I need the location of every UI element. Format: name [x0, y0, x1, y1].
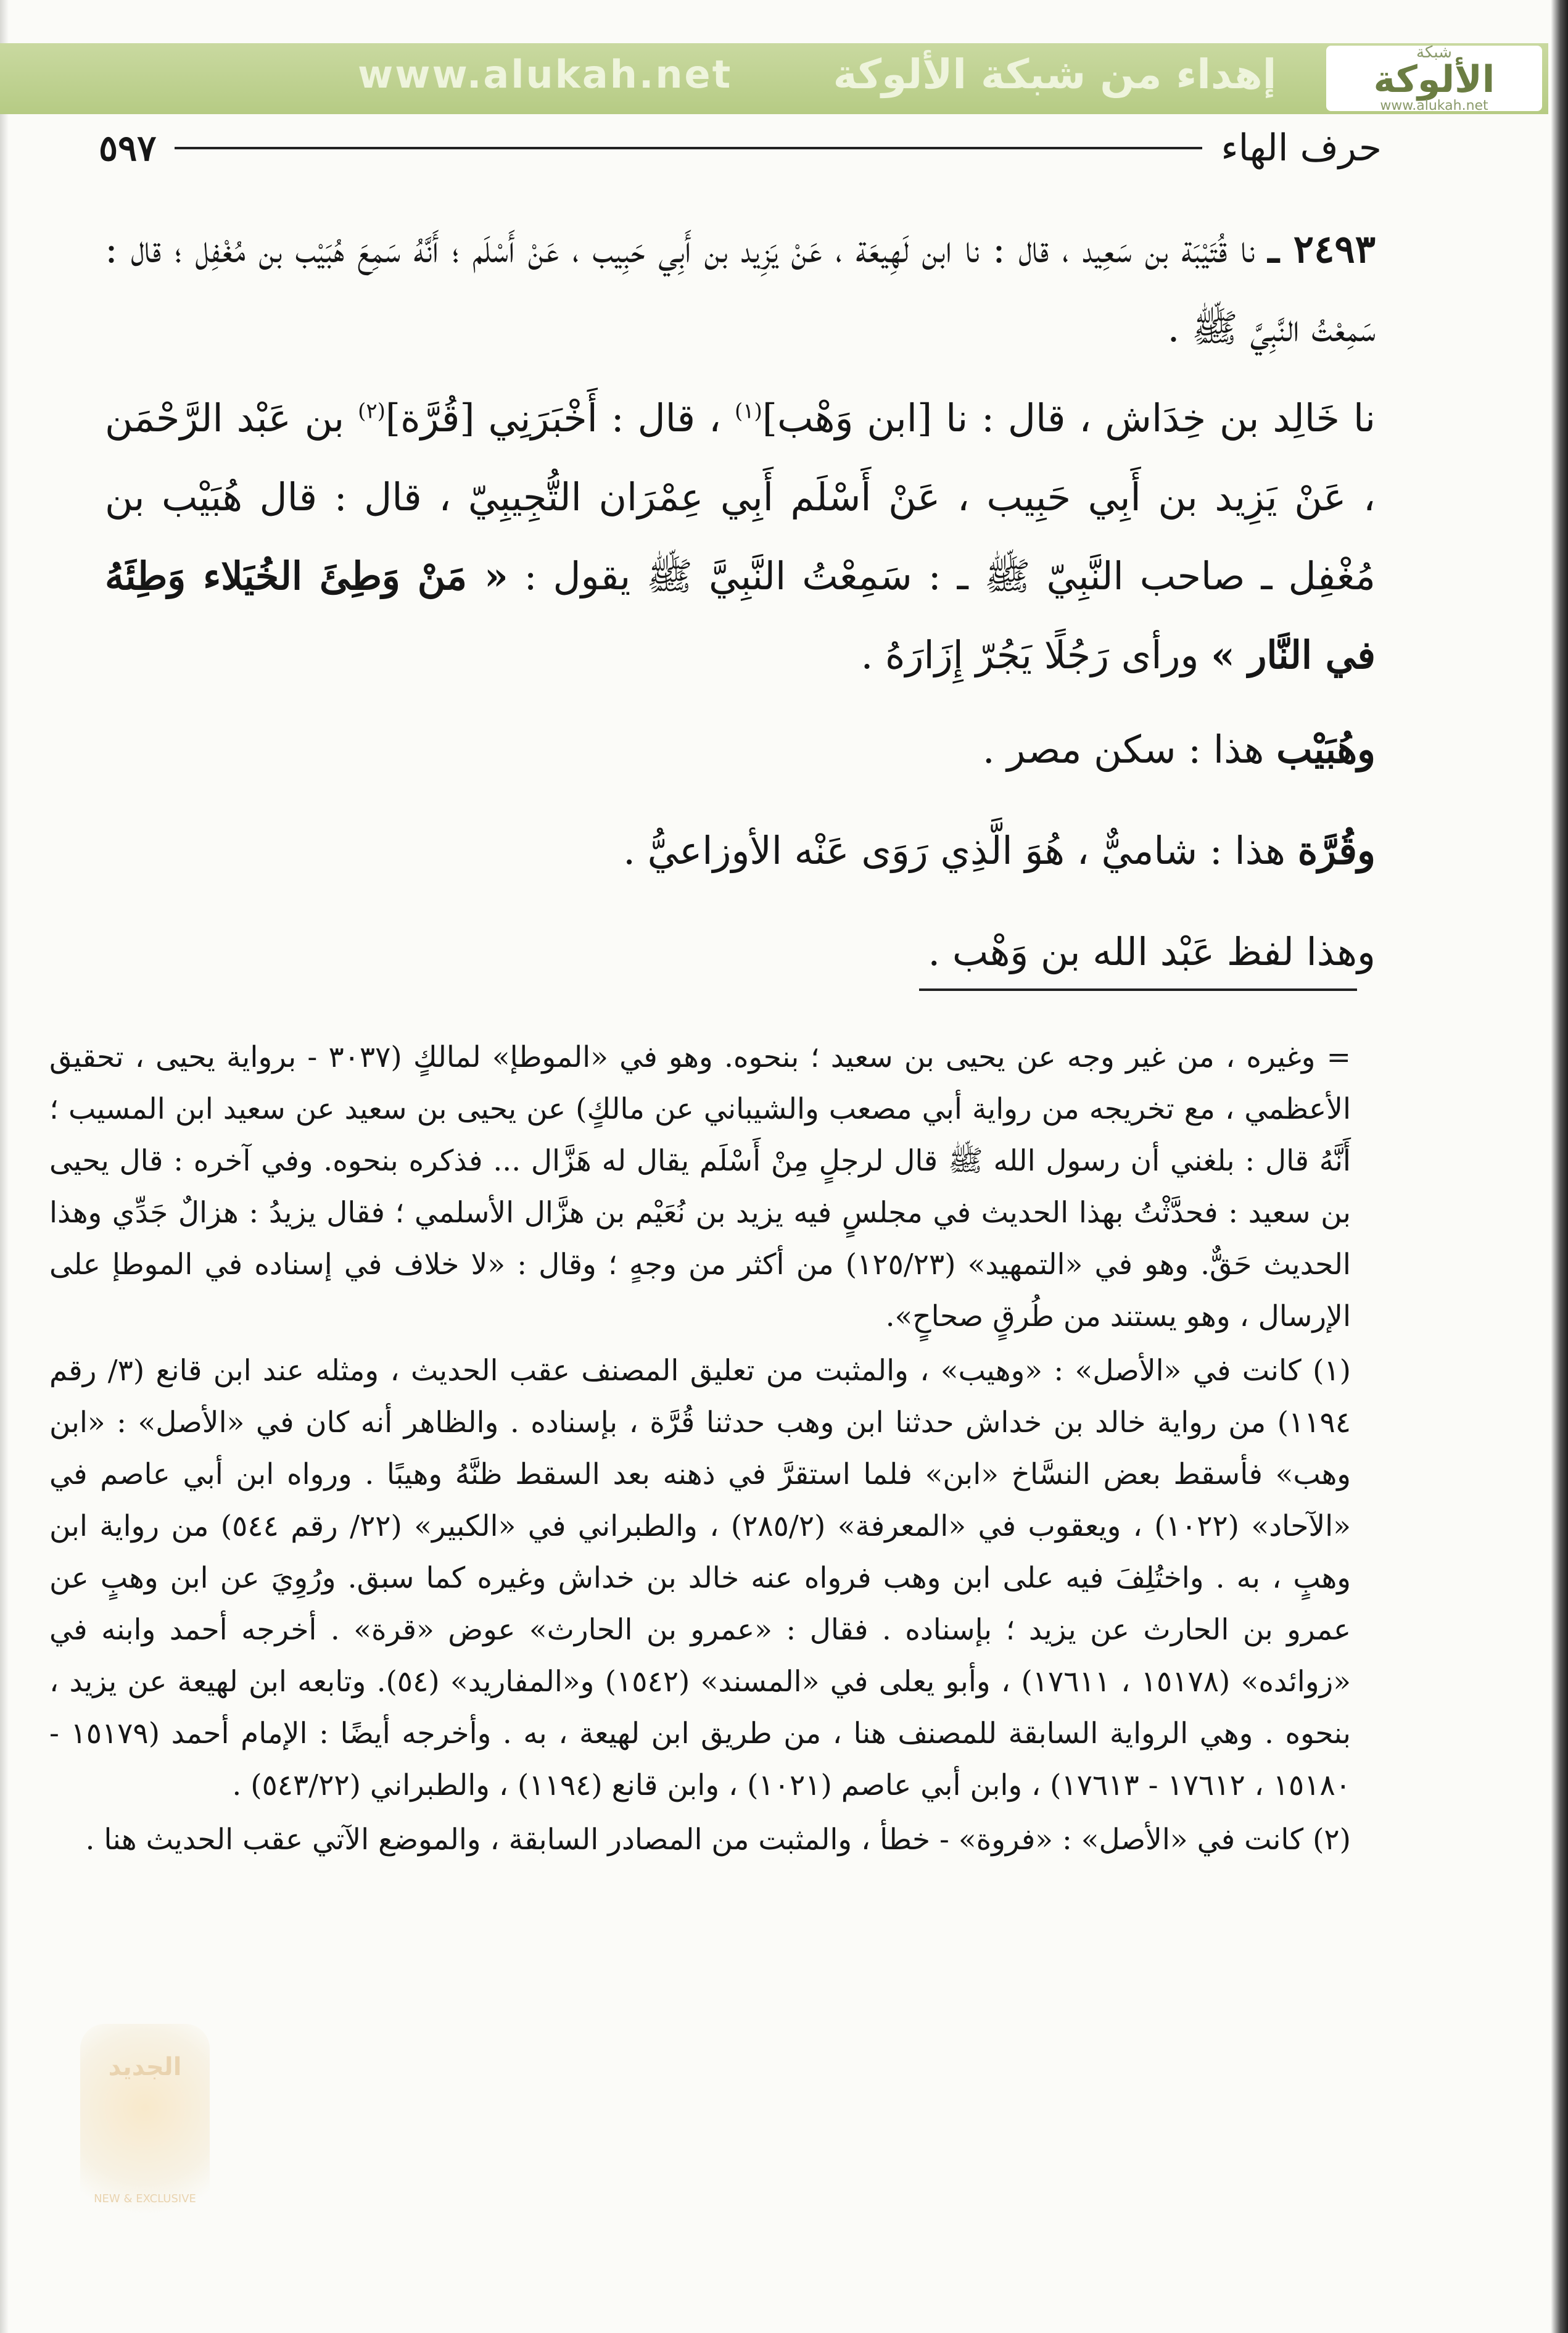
footnote-ref-1[interactable]: (١)	[734, 399, 762, 424]
hadith-quote: « مَنْ وَطِئَ الخُيَلاء وَطِئَهُ في النَّار »	[105, 553, 1376, 678]
footnote-1	[49, 1345, 1351, 1812]
footnote-continuation: = وغيره ، من غير وجه عن يحيى بن سعيد ؛ بنحوه. وهو في «الموطإ» لمالكٍ (٣٠٣٧ - برواية يحيى ، تحقيق الأعظمي ، مع تخريجه من رواية أبي مصعب والشيباني عن مالكٍ) عن يحيى بن سعيد عن سعيد ابن المسيب ؛ أَنَّهُ قال : بلغني أن رسول الله ﷺ قال لرجلٍ مِنْ أَسْلَم يقال له هَزَّال ... فذكره بنحوه. وفي آخره : قال يحيى بن سعيد : فحدَّثْتُ بهذا الحديث في مجلسٍ فيه يزيد بن نُعَيْم بن هزَّال الأسلمي ؛ فقال يزيدُ : هزالٌ جَدِّي وهذا الحديث حَقٌّ. وهو في «التمهيد» (١٢٥/٢٣) من أكثر من وجهٍ ؛ وقال : «لا خلاف في إسناده في الموطإ على الإرسال ، وهو يستند من طُرقٍ صحاحٍ».	[49, 1040, 1351, 1333]
isnad-part-c: بن عَبْد الرَّحْمَن ، عَنْ يَزِيد بن أَبِي حَبِيب ، عَنْ أَسْلَم أَبِي عِمْرَان التُّجِيبِيّ ، قال : قال هُبَيْب بن مُغْفِل ـ صاحب النَّبِيّ ﷺ ـ : سَمِعْتُ النَّبِيَّ ﷺ يقول :	[105, 396, 1376, 599]
page-number: ٥٩٧	[99, 127, 157, 169]
footnote-1-label: (١)	[1313, 1354, 1351, 1388]
footnotes	[49, 1032, 1351, 1866]
narrator-name-2: وقُرَّة	[1297, 828, 1376, 873]
wording-note: وهذا لفظ عَبْد الله بن وَهْب .	[928, 929, 1376, 974]
hadith-number: ٢٤٩٣ ـ	[1268, 226, 1376, 271]
stamp-subtitle: NEW & EXCLUSIVE	[94, 2192, 196, 2205]
isnad-part-b: ، قال : أَخْبَرَنِي [قُرَّة]	[385, 396, 722, 441]
banner-gift-text: إهداء من شبكة الألوكة	[833, 51, 1277, 98]
isnad-part-a: نا خَالِد بن خِدَاش ، قال : نا [ابن وَهْب]	[762, 396, 1376, 441]
narrator-note-text-1: هذا : سكن مصر .	[982, 727, 1265, 772]
narrator-note-2	[105, 805, 1376, 897]
logo-url: www.alukah.net	[1380, 97, 1488, 114]
footnote-2	[49, 1814, 1351, 1866]
hadith-paragraph-2	[105, 379, 1376, 695]
logo-name: الألوكة	[1373, 57, 1495, 101]
faint-stamp	[80, 2024, 210, 2234]
narrator-note-text-2: هذا : شاميٌّ ، هُوَ الَّذِي رَوَى عَنْه الأوزاعيُّ .	[623, 828, 1285, 873]
footnote-ref-2[interactable]: (٢)	[358, 399, 386, 424]
footnote-divider	[919, 988, 1357, 991]
narrator-note-1	[105, 703, 1376, 796]
footnote-1-text: كانت في «الأصل» : «وهيب» ، والمثبت من تعليق المصنف عقب الحديث ، ومثله عند ابن قانع (٣/ رقم ١١٩٤) من رواية خالد بن خداش حدثنا ابن وهب حدثنا قُرَّة ، بإسناده . والظاهر أنه كان في «الأصل» : «ابن وهب» فأسقط بعض النسَّاخ «ابن» فلما استقرَّ في ذهنه بعد السقط ظنَّهُ وهيبًا . ورواه ابن أبي عاصم في «الآحاد» (١٠٢٢) ، ويعقوب في «المعرفة» (٢٨٥/٢) ، والطبراني في «الكبير» (٢٢/ رقم ٥٤٤) من رواية ابن وهبٍ ، به . واختُلِفَ فيه على ابن وهب فرواه عنه خالد بن خداش وغيره كما سبق. ورُوِيَ عن ابن وهبٍ عن عمرو بن الحارث عن يزيد ؛ بإسناده . فقال : «عمرو بن الحارث» عوض «قرة» . أخرجه أحمد وابنه في «زوائده» (١٥١٧٨ ، ١٧٦١١) ، وأبو يعلى في «المسند» (١٥٤٢) و«المفاريد» (٥٤). وتابعه ابن لهيعة عن يزيد ، بنحوه . وهي الرواية السابقة للمصنف هنا ، من طريق ابن لهيعة ، به . وأخرجه أيضًا : الإمام أحمد (١٥١٧٩ - ١٥١٨٠ ، ١٧٦١٢ - ١٧٦١٣) ، وابن أبي عاصم (١٠٢١) ، وابن قانع (١١٩٤) ، والطبراني (٥٤٣/٢٢) .	[49, 1354, 1351, 1802]
stamp-title: الجديد	[108, 2052, 182, 2081]
site-banner	[0, 43, 1548, 114]
isnad-part-d: ورأى رَجُلًا يَجُرّ إِزَارَهُ .	[860, 632, 1199, 678]
site-logo[interactable]	[1326, 43, 1542, 114]
logo-top-text: شبكة	[1416, 43, 1452, 62]
section-title: حرف الهاء	[1221, 126, 1382, 170]
footnote-2-text: كانت في «الأصل» : «فروة» - خطأ ، والمثبت من المصادر السابقة ، والموضع الآتي عقب الحديث هنا .	[85, 1823, 1304, 1857]
scan-edge-shadow	[1551, 0, 1568, 2333]
hadith-text-1: نا قُتَيْبَة بن سَعِيد ، قال : نا ابن لَهِيعَة ، عَنْ يَزِيد بن أَبِي حَبِيب ، عَنْ أَسْلَم ؛ أَنَّهُ سَمِعَ هُبَيْب بن مُغْفِل ؛ قال : سَمِعْتُ النَّبِيَّ ﷺ .	[105, 226, 1376, 350]
hadith-paragraph-1	[105, 210, 1376, 368]
scan-edge-left	[0, 0, 9, 2333]
running-header	[99, 123, 1382, 173]
footnote-2-label: (٢)	[1313, 1823, 1351, 1857]
narrator-name-1: وهُبَيْب	[1276, 727, 1376, 772]
header-rule	[175, 147, 1202, 149]
main-text	[105, 210, 1376, 998]
banner-url[interactable]: www.alukah.net	[358, 52, 733, 97]
